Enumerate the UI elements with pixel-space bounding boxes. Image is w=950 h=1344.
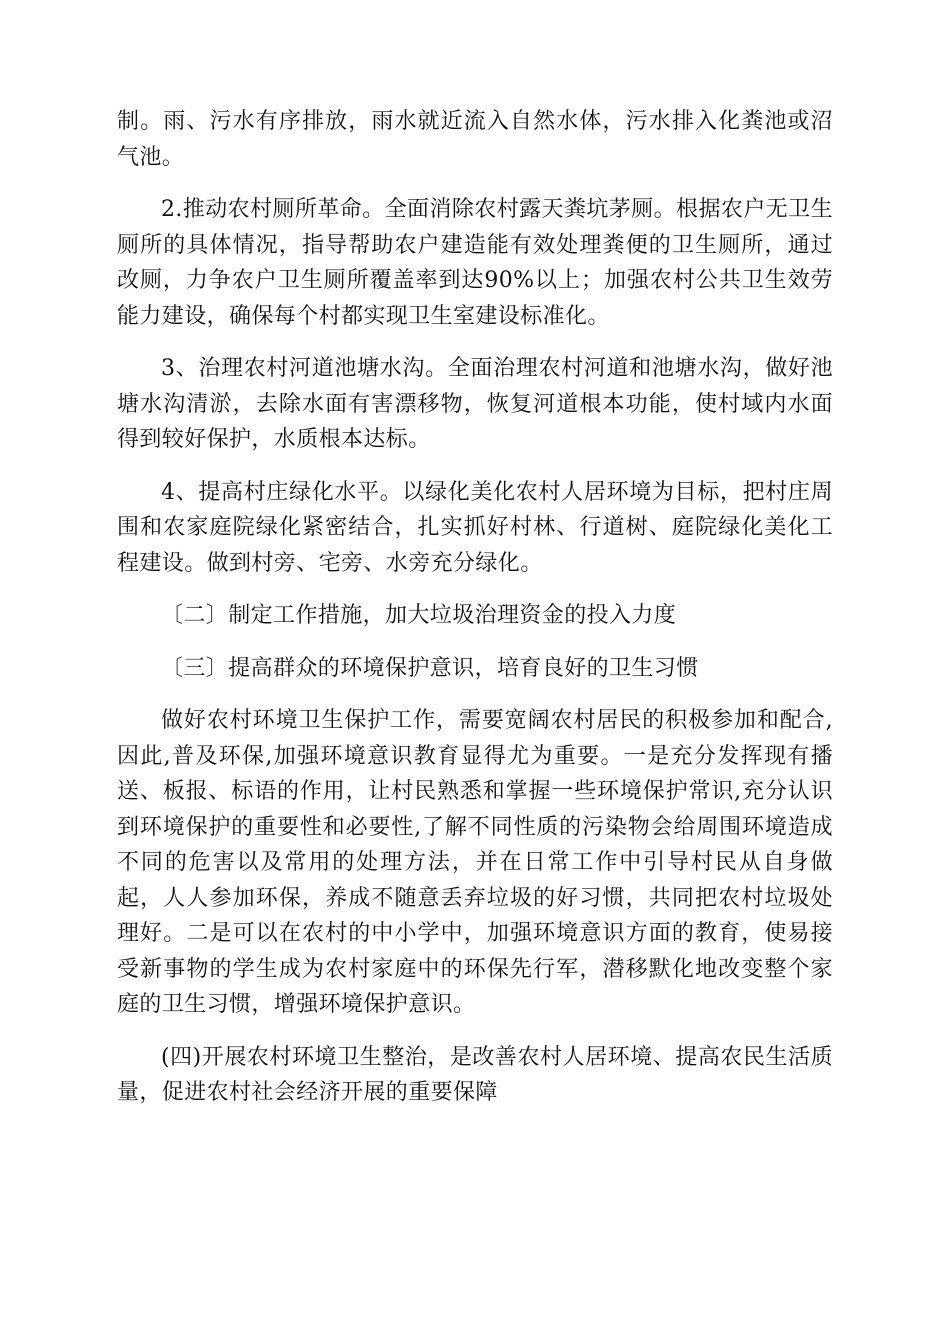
paragraph-river-ponds: 3、治理农村河道池塘水沟。全面治理农村河道和池塘水沟，做好池塘水沟清淤，去除水面有害漂移物，恢复河道根本功能，使村域内水面得到较好保护，水质根本达标。: [117, 356, 833, 452]
paragraph-environmental-education: 做好农村环境卫生保护工作，需要宽阔农村居民的积极参加和配合,因此,普及环保,加强环境意识教育显得尤为重要。一是充分发挥现有播送、板报、标语的作用，让村民熟悉和掌握一些环境保护常识,充分认识到环境保护的重要性和必要性,了解不同性质的污染物会给周围环境造成不同的危害以及常用的处理方法，并在日常工作中引导村民从自身做起，人人参加环保，养成不随意丢弃垃圾的好习惯，共同把农村垃圾处理好。二是可以在农村的中小学中，加强环境意识方面的教育，使易接受新事物的学生成为农村家庭中的环保先行军，潜移默化地改变整个家庭的卫生习惯，增强环境保护意识。: [117, 708, 833, 1017]
paragraph-toilet-revolution: 2.推动农村厕所革命。全面消除农村露天粪坑茅厕。根据农户无卫生厕所的具体情况，指导帮助农户建造能有效处理粪便的卫生厕所，通过改厕，力争农户卫生厕所覆盖率到达90%以上；加强农村公共卫生效劳能力建设，确保每个村都实现卫生室建设标准化。: [117, 197, 833, 329]
paragraph-greening: 4、提高村庄绿化水平。以绿化美化农村人居环境为目标，把村庄周围和农家庭院绿化紧密结合，扎实抓好村林、行道树、庭院绿化美化工程建设。做到村旁、宅旁、水旁充分绿化。: [117, 479, 833, 576]
paragraph-continuation: 制。雨、污水有序排放，雨水就近流入自然水体，污水排入化粪池或沼气池。: [117, 109, 833, 170]
heading-section-three: 〔三〕提高群众的环境保护意识，培育良好的卫生习惯: [161, 655, 699, 681]
document-body: [117, 104, 833, 1128]
heading-section-two: 〔二〕制定工作措施，加大垃圾治理资金的投入力度: [161, 603, 677, 628]
heading-section-four: (四)开展农村环境卫生整治，是改善农村人居环境、提高农民生活质量，促进农村社会经济开展的重要保障: [117, 1044, 833, 1105]
